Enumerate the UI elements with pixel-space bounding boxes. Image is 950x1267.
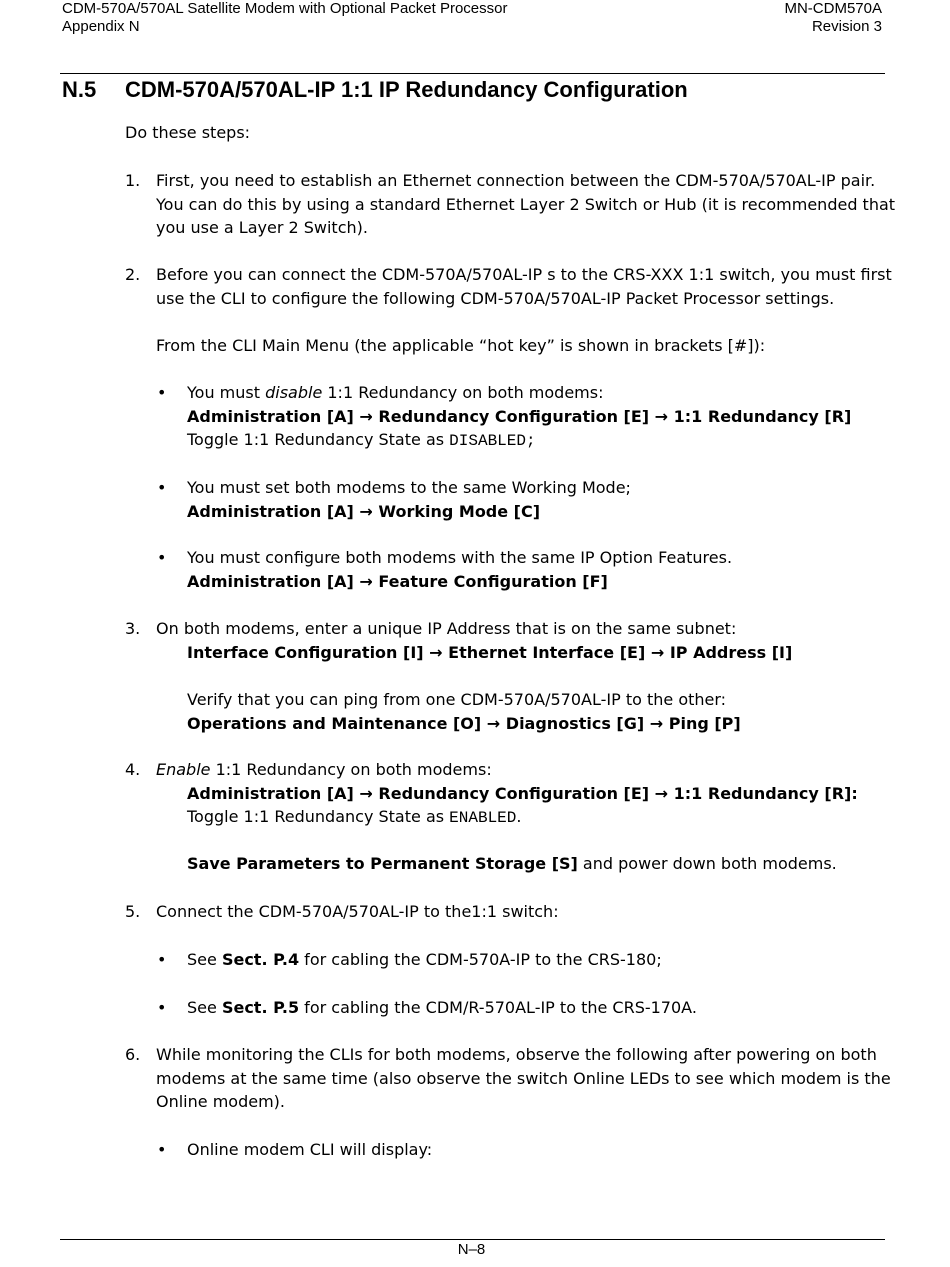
footer-rule [60,1239,885,1240]
running-header-right [784,0,882,36]
bullet-marker: • [157,478,167,497]
document-title: CDM-570A/570AL Satellite Modem with Optional Packet Processor [62,0,508,17]
menu-path-redundancy-enable: Administration [A] → Redundancy Configuration [E] → 1:1 Redundancy [R]: [187,783,858,803]
step-1-line-1: First, you need to establish an Ethernet connection between the CDM-570A/570AL-IP pair. [156,171,876,190]
state-enabled: ENABLED [449,809,517,827]
toggle-enabled-line: Toggle 1:1 Redundancy State as ENABLED. [187,807,522,827]
step-5-bullet-1: See Sect. P.4 for cabling the CDM-570A-IP to the CRS-180; [187,950,662,969]
step-3-line-1: On both modems, enter a unique IP Address that is on the same subnet: [156,619,737,638]
arrow-right-icon: → [486,713,501,733]
step-5-number: 5. [125,902,141,921]
step-2-bullet-2-text: You must set both modems to the same Working Mode; [187,478,631,497]
step-6-number: 6. [125,1045,141,1064]
bullet-marker: • [157,383,167,402]
step-3-number: 3. [125,619,141,638]
arrow-right-icon: → [359,406,373,426]
running-header-left [62,0,507,36]
menu-path-feature-config: Administration [A] → Feature Configuration [F] [187,571,608,591]
arrow-right-icon: → [650,642,665,662]
arrow-right-icon: → [359,783,373,803]
toggle-disabled-line: Toggle 1:1 Redundancy State as DISABLED; [187,430,536,450]
bullet-marker: • [157,1140,167,1159]
arrow-right-icon: → [654,783,669,803]
step-6-line-2: modems at the same time (also observe the switch Online LEDs to see which modem is the [156,1068,891,1088]
arrow-right-icon: → [649,713,664,733]
step-1-line-2: You can do this by using a standard Ethernet Layer 2 Switch or Hub (it is recommended that [156,194,896,214]
step-6-line-1: While monitoring the CLIs for both modems, observe the following after powering on both [156,1045,877,1064]
intro-text: Do these steps: [125,123,251,142]
step-2-bullet-1-text: You must disable 1:1 Redundancy on both modems: [187,383,604,402]
arrow-right-icon: → [429,642,443,662]
arrow-right-icon: → [654,406,669,426]
step-4-number: 4. [125,760,141,779]
cli-intro: From the CLI Main Menu (the applicable “hot key” is shown in brackets [#]): [156,336,766,355]
bullet-marker: • [157,950,167,969]
section-title: CDM-570A/570AL-IP 1:1 IP Redundancy Configuration [125,77,688,102]
section-number: N.5 [62,77,97,102]
bullet-marker: • [157,548,167,567]
menu-path-ping: Operations and Maintenance [O] → Diagnostics [G] → Ping [P] [187,713,741,733]
verify-ping-text: Verify that you can ping from one CDM-570A/570AL-IP to the other: [187,690,727,709]
step-2-line-2: use the CLI to configure the following CDM-570A/570AL-IP Packet Processor settings. [156,288,835,308]
state-disabled: DISABLED; [449,432,536,450]
bullet-marker: • [157,998,167,1017]
step-6-line-3: Online modem). [156,1092,285,1111]
step-4-line-1: Enable 1:1 Redundancy on both modems: [156,760,492,779]
manual-number: MN-CDM570A [784,0,882,17]
header-rule [60,73,885,74]
revision-label: Revision 3 [811,18,882,35]
menu-path-ip-address: Interface Configuration [I] → Ethernet Interface [E] → IP Address [I] [187,642,793,662]
step-1-number: 1. [125,171,141,190]
step-5-bullet-2: See Sect. P.5 for cabling the CDM/R-570AL-IP to the CRS-170A. [187,998,697,1017]
appendix-label: Appendix N [62,18,140,35]
step-2-number: 2. [125,265,141,284]
step-2-bullet-3-text: You must configure both modems with the same IP Option Features. [187,548,733,567]
menu-path-redundancy-disable: Administration [A] → Redundancy Configuration [E] → 1:1 Redundancy [R] [187,406,852,426]
step-1-line-3: you use a Layer 2 Switch). [156,218,368,237]
save-parameters-line: Save Parameters to Permanent Storage [S] and power down both modems. [187,854,837,873]
page-number: N–8 [457,1241,486,1258]
menu-path-working-mode: Administration [A] → Working Mode [C] [187,501,541,521]
arrow-right-icon: → [359,571,373,591]
step-5-line-1: Connect the CDM-570A/570AL-IP to the1:1 switch: [156,902,559,921]
arrow-right-icon: → [359,501,373,521]
step-6-bullet-1: Online modem CLI will display: [187,1140,433,1159]
step-2-line-1: Before you can connect the CDM-570A/570AL-IP s to the CRS-XXX 1:1 switch, you must first [156,265,892,284]
